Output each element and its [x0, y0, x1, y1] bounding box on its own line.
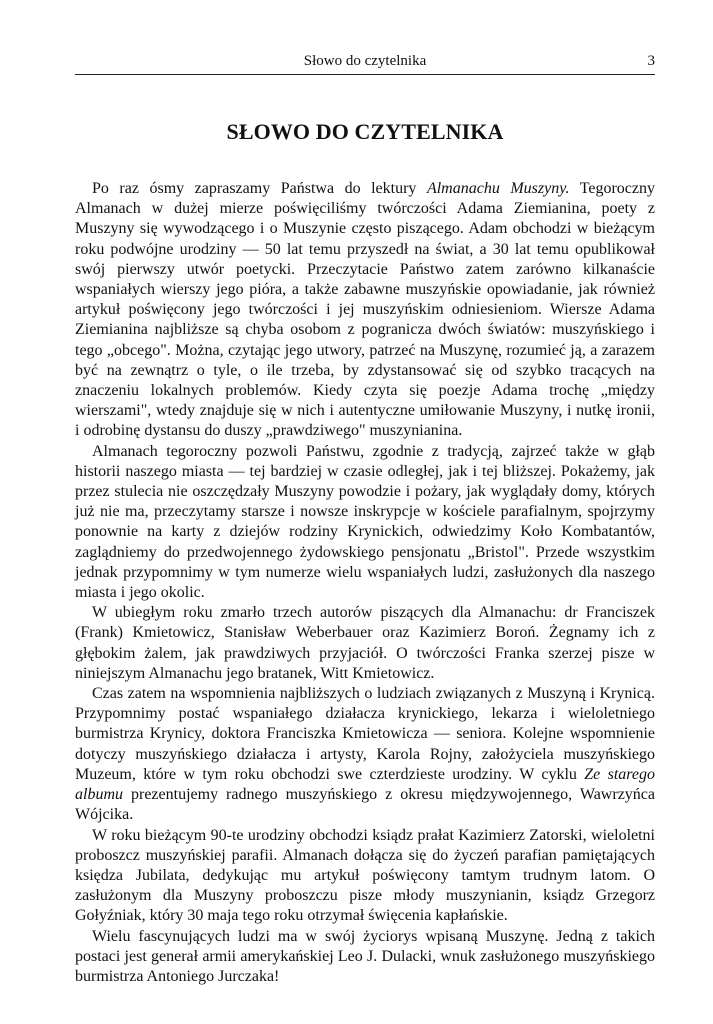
running-title: Słowo do czytelnika — [303, 53, 427, 69]
page-title: SŁOWO DO CZYTELNIKA — [226, 119, 504, 144]
italic-title: Ze starego albumu — [75, 765, 655, 804]
paragraph: W roku bieżącym 90-te urodziny obchodzi ksiądz prałat Kazimierz Zatorski, wieloletni proboszcz muszyńskiej parafii. Almanach dołącza się do życzeń parafian pamiętających księdza Jubilata, dedykując mu artykuł poświęcony tamtym trudnym latom. O zasłużonym dla Muszyny proboszczu pisze młody muszynianin, ksiądz Grzegorz Gołyźniak, który 30 maja tego roku otrzymał święcenia kapłańskie. — [75, 826, 655, 925]
paragraph: W ubiegłym roku zmarło trzech autorów piszących dla Almanachu: dr Franciszek (Frank) Kmietowicz, Stanisław Weberbauer oraz Kazimierz Boroń. Żegnamy ich z głębokim żalem, jak prawdziwych przyjaciół. O twórczości Franka szerzej pisze w niniejszym Almanachu jego bratanek, Witt Kmietowicz. — [75, 604, 655, 682]
paragraph: Czas zatem na wspomnienia najbliższych o ludziach związanych z Muszyną i Krynicą. Przypomnimy postać wspaniałego działacza krynickiego, lekarza i wieloletniego burmistrza Krynicy, doktora Franciszka Kmietowicza — seniora. Kolejne wspomnienie dotyczy muszyńskiego działacza i artysty, Karola Rojny, założyciela muszyńskiego Muzeum, które w tym roku obchodzi swe czterdzieste urodziny. W cyklu Ze starego albumu prezentujemy radnego muszyńskiego z okresu międzywojennego, Wawrzyńca Wójcika. — [75, 685, 655, 824]
page-number: 3 — [647, 53, 655, 69]
paragraph: Almanach tegoroczny pozwoli Państwu, zgodnie z tradycją, zajrzeć także w głąb historii naszego miasta — tej bardziej w czasie odległej, jak i tej bliższej. Pokażemy, jak przez stulecia nie oszczędzały Muszyny powodzie i pożary, jak wyglądały domy, których już nie ma, przeczytamy starsze i nowsze inskrypcje w kościele parafialnym, spojrzymy ponownie na karty z dziejów rodziny Krynickich, odwiedzimy Koło Kombatantów, zaglądniemy do przedwojennego żydowskiego pensjonatu „Bristol". Przede wszystkim jednak przypomnimy w tym numerze wielu wspaniałych ludzi, zasłużonych dla naszego miasta i jego okolic. — [75, 442, 655, 602]
italic-title: Almanachu Muszyny. — [426, 180, 570, 197]
body-text — [75, 179, 655, 987]
header-rule — [75, 74, 655, 75]
paragraph: Wielu fascynujących ludzi ma w swój życiorys wpisaną Muszynę. Jedną z takich postaci jest generał armii amerykańskiej Leo J. Dulacki, wnuk zasłużonego muszyńskiego burmistrza Antoniego Jurczaka! — [75, 927, 655, 985]
paragraph: Po raz ósmy zapraszamy Państwa do lektury Almanachu Muszyny. Tegoroczny Almanach w dużej mierze poświęciliśmy twórczości Adama Ziemianina, poety z Muszyny się wywodzącego i o Muszynie często piszącego. Adam obchodzi w bieżącym roku podwójne urodziny — 50 lat temu przyszedł na świat, a 30 lat temu opublikował swój pierwszy utwór poetycki. Przeczytacie Państwo zatem zarówno kilkanaście wspaniałych wierszy jego pióra, a także zabawne muszyńskie opowiadanie, jak również artykuł poświęcony jego twórczości i jej muszyńskim odniesieniom. Wiersze Adama Ziemianina najbliższe są chyba osobom z pogranicza dwóch światów: muszyńskiego i tego „obcego". Można, czytając jego utwory, patrzeć na Muszynę, rozumieć ją, a zarazem być na zewnątrz o tyle, o ile trzeba, by zdystansować się od szybko tracących na znaczeniu lokalnych problemów. Kiedy czyta się poezje Adama trochę „między wierszami", wtedy znajduje się w nich i autentyczne umiłowanie Muszyny, i nutkę ironii, i odrobinę dystansu do duszy „prawdziwego" muszynianina. — [75, 180, 655, 440]
